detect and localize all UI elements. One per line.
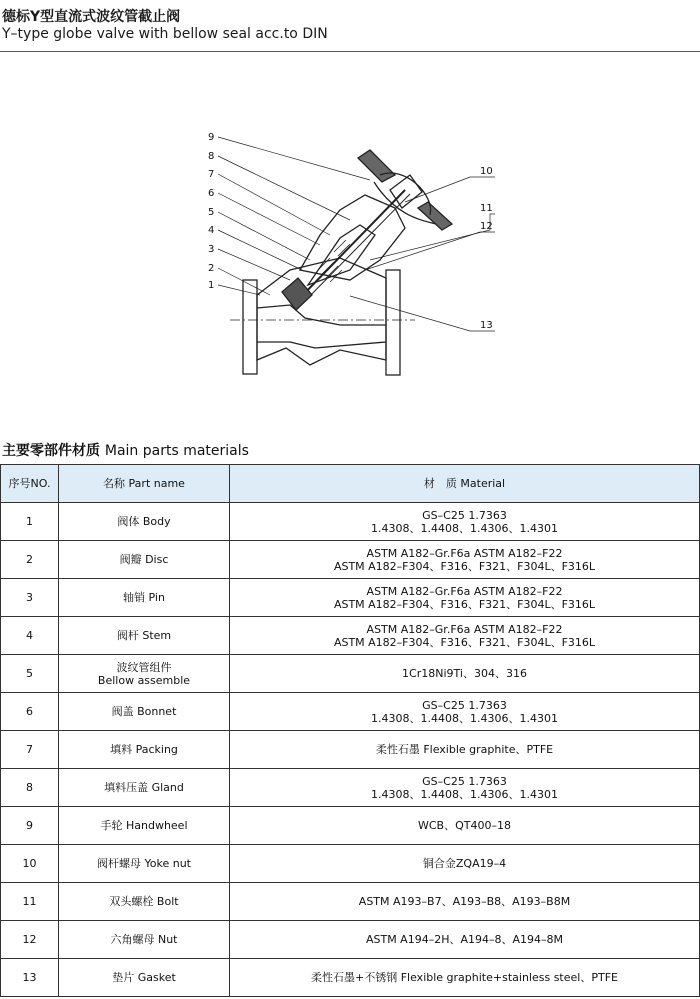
row-material-line: 1Cr18Ni9Ti、304、316 <box>402 667 527 680</box>
handwheel-bottom <box>418 202 452 230</box>
table-row <box>1 959 700 997</box>
header-part-name: 名称 Part name <box>59 465 230 503</box>
table-row <box>1 883 700 921</box>
row-material-line: 柔性石墨+不锈钢 Flexible graphite+stainless steel、PTFE <box>311 971 618 984</box>
callout-11: 11 <box>480 203 493 214</box>
row-material <box>230 883 700 921</box>
yoke-nut <box>390 175 422 208</box>
row-part-name <box>59 807 230 845</box>
callout-4: 4 <box>208 225 215 236</box>
table-row <box>1 655 700 693</box>
row-no: 1 <box>1 503 59 541</box>
row-material <box>230 731 700 769</box>
row-material <box>230 921 700 959</box>
row-part-name <box>59 921 230 959</box>
callout-2: 2 <box>208 263 215 274</box>
header-divider <box>0 51 700 52</box>
table-row <box>1 693 700 731</box>
row-material <box>230 693 700 731</box>
row-material-line: ASTM A182–Gr.F6a ASTM A182–F22 <box>366 584 563 598</box>
parts-table <box>0 464 700 997</box>
row-material <box>230 959 700 997</box>
row-part-name-line: 轴销 Pin <box>123 591 165 604</box>
row-no: 11 <box>1 883 59 921</box>
row-no: 5 <box>1 655 59 693</box>
callout-13: 13 <box>480 320 493 331</box>
callout-3: 3 <box>208 244 215 255</box>
row-material <box>230 845 700 883</box>
callout-10: 10 <box>480 166 493 177</box>
row-part-name-line: 手轮 Handwheel <box>100 819 188 832</box>
row-part-name-line: 垫片 Gasket <box>112 971 176 984</box>
section-title-en: Main parts materials <box>104 443 249 459</box>
row-part-name <box>59 541 230 579</box>
table-row <box>1 579 700 617</box>
row-no: 13 <box>1 959 59 997</box>
row-no: 6 <box>1 693 59 731</box>
page-title-en: Y–type globe valve with bellow seal acc.to DIN <box>2 26 328 42</box>
row-material-line: WCB、QT400–18 <box>418 819 511 832</box>
row-material <box>230 769 700 807</box>
row-part-name <box>59 731 230 769</box>
row-part-name-line: 阀盖 Bonnet <box>111 705 177 718</box>
row-part-name <box>59 845 230 883</box>
header-no: 序号NO. <box>1 465 59 503</box>
right-flange <box>386 270 400 375</box>
callout-7: 7 <box>208 169 215 180</box>
row-part-name-line: 六角螺母 Nut <box>110 933 178 946</box>
row-no: 8 <box>1 769 59 807</box>
row-part-name-line: 阀杆 Stem <box>116 629 172 642</box>
row-part-name <box>59 883 230 921</box>
row-material <box>230 503 700 541</box>
row-no: 9 <box>1 807 59 845</box>
row-material-line: ASTM A182–F304、F316、F321、F304L、F316L <box>333 559 596 573</box>
section-title <box>2 440 249 460</box>
row-part-name-line: 波纹管组件 <box>116 660 172 674</box>
row-material <box>230 807 700 845</box>
row-material-line: ASTM A194–2H、A194–8、A194–8M <box>365 933 564 946</box>
callout-12: 12 <box>480 221 493 232</box>
callout-5: 5 <box>208 207 215 218</box>
row-part-name-line: 阀瓣 Disc <box>119 553 169 566</box>
parts-table-body <box>1 503 700 997</box>
row-material-line: ASTM A182–F304、F316、F321、F304L、F316L <box>333 635 596 649</box>
row-material-line: GS–C25 1.7363 <box>422 774 507 788</box>
table-row <box>1 617 700 655</box>
page-title-cn: 德标Y型直流式波纹管截止阀 <box>2 9 181 25</box>
row-material-line: ASTM A182–Gr.F6a ASTM A182–F22 <box>366 546 563 560</box>
row-material <box>230 541 700 579</box>
row-no: 12 <box>1 921 59 959</box>
table-row <box>1 503 700 541</box>
table-row <box>1 807 700 845</box>
row-no: 4 <box>1 617 59 655</box>
table-header-row <box>1 465 700 503</box>
callout-9: 9 <box>208 132 215 143</box>
callout-8: 8 <box>208 151 215 162</box>
callout-6: 6 <box>208 188 215 199</box>
row-no: 3 <box>1 579 59 617</box>
row-material-line: 1.4308、1.4408、1.4306、1.4301 <box>371 711 558 725</box>
row-material-line: ASTM A182–F304、F316、F321、F304L、F316L <box>333 597 596 611</box>
row-material-line: ASTM A182–Gr.F6a ASTM A182–F22 <box>366 622 563 636</box>
row-part-name-line: 填料 Packing <box>110 743 178 756</box>
table-row <box>1 541 700 579</box>
row-part-name <box>59 769 230 807</box>
row-material-line: GS–C25 1.7363 <box>422 698 507 712</box>
handwheel-top <box>358 150 395 182</box>
row-material <box>230 655 700 693</box>
row-no: 2 <box>1 541 59 579</box>
row-material-line: 铜合金ZQA19–4 <box>422 857 507 870</box>
callout-1: 1 <box>208 280 215 291</box>
row-material-line: GS–C25 1.7363 <box>422 508 507 522</box>
row-part-name-line: 填料压盖 Gland <box>104 781 184 794</box>
row-material-line: 1.4308、1.4408、1.4306、1.4301 <box>371 787 558 801</box>
valve-drawing <box>190 120 520 390</box>
section-title-cn: 主要零部件材质 <box>2 443 100 459</box>
row-material-line: 柔性石墨 Flexible graphite、PTFE <box>375 743 554 756</box>
row-no: 7 <box>1 731 59 769</box>
row-part-name <box>59 579 230 617</box>
row-part-name <box>59 959 230 997</box>
table-row <box>1 731 700 769</box>
header-material: 材 质 Material <box>230 465 700 503</box>
row-material <box>230 617 700 655</box>
row-part-name <box>59 655 230 693</box>
row-material-line: ASTM A193–B7、A193–B8、A193–B8M <box>358 895 571 908</box>
table-row <box>1 921 700 959</box>
row-no: 10 <box>1 845 59 883</box>
row-part-name-line: 阀体 Body <box>117 515 171 528</box>
table-row <box>1 769 700 807</box>
row-part-name-line: 阀杆螺母 Yoke nut <box>97 857 191 870</box>
row-part-name <box>59 503 230 541</box>
row-part-name-line: Bellow assemble <box>97 673 191 687</box>
row-part-name <box>59 617 230 655</box>
row-material <box>230 579 700 617</box>
row-part-name-line: 双头螺栓 Bolt <box>109 895 179 908</box>
row-part-name <box>59 693 230 731</box>
row-material-line: 1.4308、1.4408、1.4306、1.4301 <box>371 521 558 535</box>
table-row <box>1 845 700 883</box>
